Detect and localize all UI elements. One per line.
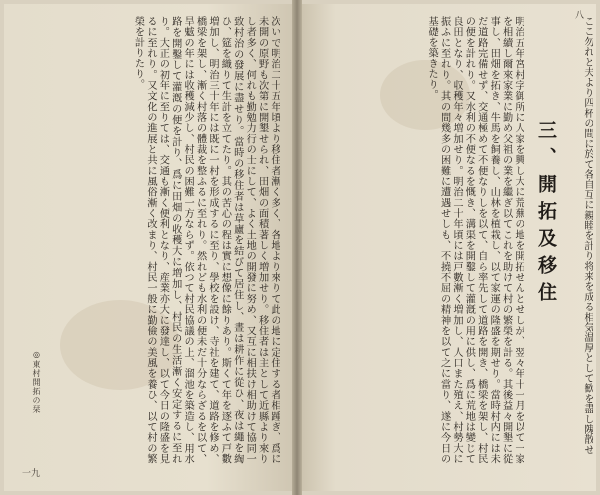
page-number-right: 八 [575,11,585,21]
running-head: ◎東村開拓の栞 [32,350,41,414]
right-page-body: 明治五年宮村字御所に人家を興し大に荒蕪の地を開拓せんとせしが、翌々年十一月を以て一家を相續し爾來家業に勤め父祖の業を繼ぎ以てこれを助けて村の繁榮を計る。其後益々開墾に從事し、田畑を拓き、牛馬を飼養し、山林を植栽し、以て家運の隆盛を期せり。當時村内には未だ道路完備せず、交通極めて不便なりしを以て、自ら率先して道路を開き、橋梁を架し、村民の便を計れり。又水利の不便なるを慨き、溝渠を開鑿して灌漑の用に供し、爲に荒地は變じて良田となり、収穫年々増加せり。明治二十年頃には戸數漸く増加し、人口また殖え、村勢大に振ふに至れり。其の間幾多の困難に遭遇せしも、不撓不屈の精神を以て之に當り、遂に今日の基礎を築きたり。 [426,16,524,464]
page-number-left: 一九 [22,469,41,479]
section-heading: 三、開拓及移住 [535,120,557,309]
closing-line: ここ勿れと夫より四杯の間に於て各自互に親睦を計り将来を成る相気温厚として歓を盡し隗散せ [582,16,593,455]
book-gutter [292,0,302,495]
left-page-body: 次いで明治二十五年頃より移住者漸く多く、各地より來りて此の地に定住する者相踵ぎ、爲に未開の原野も次第に開墾せられ、田畑の面積著しく増加せり。移住者は主として近縣より來りし者多く、何れも勤勉力行の士にして、よく土地の開發に努め、又互に相扶け相助けて協同一致村治の發展に盡せり。當時の移住者は草廬を結びて居住し、晝は耕作に從ひ、夜は繩を綯ひ、筵を織りて生計を立てたり。其の苦心の程は實に想像に餘りあり。斯くて年を逐ふて戸數増加し、明治三十年には既に一村を形成するに至り、學校を設け、寺社を建て、道路を修め、橋梁を架し、漸く村落の體裁を整ふるに至れり。然れども水利の便未だ十分ならざるを以て、旱魃の年には收穫減少し、村民の困難一方ならず。依つて村民協議の上、溜池を築造し、用水路を開鑿して灌漑の便を計り、爲に田畑の收穫大に増加し、村民の生活漸く安定するに至れり。大正の初年に至りては、交通も漸く便利となり、産業亦大に發達し、以て今日の隆盛を見るに至れり。又文化の進展と共に風俗漸く改まり、村民一般に勤儉の美風を養ひ、以て村の繁榮を計りたり。 [132,16,280,464]
